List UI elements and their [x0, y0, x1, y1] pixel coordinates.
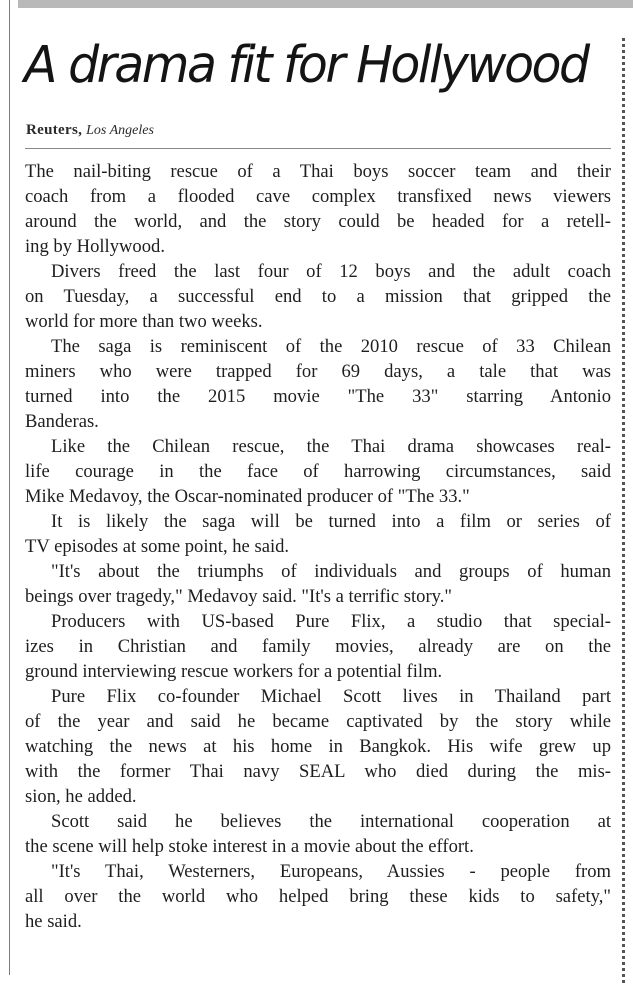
article-line: world for more than two weeks. [25, 311, 263, 332]
article-line: he said. [25, 911, 82, 932]
article-line: life courage in the face of harrowing circumstances, said [25, 461, 611, 482]
article-line: Like the Chilean rescue, the Thai drama showcases real- [51, 436, 611, 457]
byline-agency: Reuters, [26, 122, 83, 138]
article-line: The nail-biting rescue of a Thai boys soccer team and their [25, 161, 611, 182]
article-line: Divers freed the last four of 12 boys and the adult coach [51, 261, 611, 282]
headline: A drama fit for Hollywood [24, 36, 588, 95]
article-body [25, 159, 611, 934]
left-column-rule [9, 0, 10, 975]
article-line: Banderas. [25, 411, 99, 432]
article-line: Producers with US-based Pure Flix, a studio that special- [51, 611, 611, 632]
article-line: beings over tragedy," Medavoy said. "It's a terrific story." [25, 586, 452, 607]
article-line: the scene will help stoke interest in a movie about the effort. [25, 836, 474, 857]
article-line: turned into the 2015 movie "The 33" starring Antonio [25, 386, 611, 407]
article-line: coach from a flooded cave complex transfixed news viewers [25, 186, 611, 207]
article-line: around the world, and the story could be headed for a retell- [25, 211, 611, 232]
article-line: Mike Medavoy, the Oscar-nominated producer of "The 33." [25, 486, 470, 507]
article-line: izes in Christian and family movies, already are on the [25, 636, 611, 657]
byline [26, 120, 616, 141]
article-line: "It's Thai, Westerners, Europeans, Aussies - people from [51, 861, 611, 882]
article-line: Pure Flix co-founder Michael Scott lives in Thailand part [51, 686, 611, 707]
top-border-rule [18, 0, 633, 8]
article-line: of the year and said he became captivated by the story while [25, 711, 611, 732]
article-line: Scott said he believes the international cooperation at [51, 811, 611, 832]
article-line: "It's about the triumphs of individuals and groups of human [51, 561, 611, 582]
byline-dateline: Los Angeles [86, 123, 154, 138]
article-line: TV episodes at some point, he said. [25, 536, 290, 557]
article-line: The saga is reminiscent of the 2010 rescue of 33 Chilean [51, 336, 611, 357]
byline-divider [25, 148, 611, 149]
article-line: ground interviewing rescue workers for a potential film. [25, 661, 443, 682]
article-line: all over the world who helped bring these kids to safety," [25, 886, 611, 907]
article-line: It is likely the saga will be turned into a film or series of [51, 511, 611, 532]
article-line: sion, he added. [25, 786, 137, 807]
right-dotted-border [622, 38, 625, 983]
article-line: ing by Hollywood. [25, 236, 165, 257]
article-line: watching the news at his home in Bangkok. His wife grew up [25, 736, 611, 757]
article-line: miners who were trapped for 69 days, a tale that was [25, 361, 611, 382]
article-line: with the former Thai navy SEAL who died during the mis- [25, 761, 611, 782]
article-line: on Tuesday, a successful end to a mission that gripped the [25, 286, 611, 307]
